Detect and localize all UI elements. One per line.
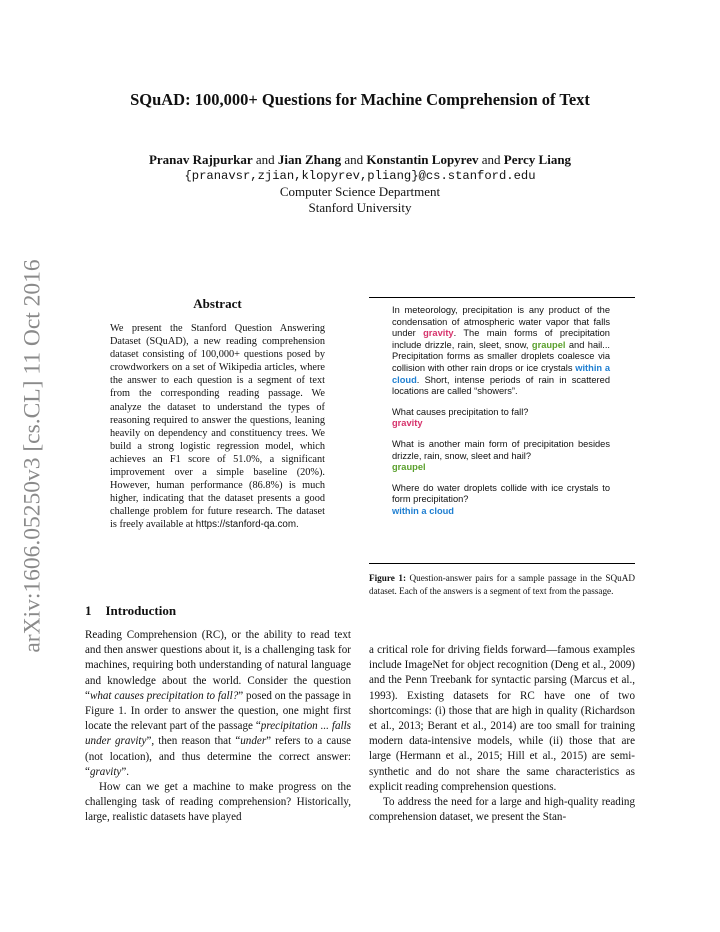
figure-passage-box (392, 305, 610, 518)
intro-paragraph (85, 628, 351, 780)
answer-highlight-graupel: graupel (531, 339, 566, 350)
abstract-text: We present the Stanford Question Answering Dataset (SQuAD), a new reading comprehension dataset consisting of 100,000+ questions posed by crowdworkers on a set of Wikipedia articles, where the answer to each question is a segment of text from the corresponding reading passage. We analyze the dataset to understand the types of reasoning required to answer the questions, leaning heavily on dependency and constituency trees. We build a strong logistic regression model, which achieves an F1 score of 51.0%, a significant improvement over a simple baseline (20%). However, human performance (86.8%) is much higher, indicating that the dataset presents a good challenge problem for future research. The dataset is freely available at (110, 323, 325, 531)
university: Stanford University (308, 200, 412, 215)
intro-right-column (369, 643, 635, 825)
department: Computer Science Department (279, 184, 441, 199)
author-emails: {pranavsr,zjian,klopyrev,pliang}@cs.stanford.edu (184, 169, 536, 183)
section-number: 1 (85, 603, 92, 618)
qa-answer: graupel (392, 462, 426, 473)
figure-bottom-rule (369, 563, 635, 564)
author-names (0, 152, 720, 168)
passage-text: . Short, intense periods of rain in scattered locations are called “showers”. (392, 374, 610, 397)
figure-top-rule (369, 297, 635, 298)
italic-quote: what causes precipitation to fall? (89, 689, 239, 702)
passage-text: In meteorology, precipitation is any product of the condensation of atmospheric water vapor that falls under (392, 305, 610, 339)
author-name: Konstantin Lopyrev (366, 152, 479, 167)
and-word: and (344, 152, 364, 167)
figure-passage (392, 305, 610, 398)
body-text: ” refers to a cause (not location), and thus determine the correct answer: “ (85, 735, 351, 778)
arxiv-stamp-text: arXiv:1606.05250v3 [cs.CL] 11 Oct 2016 (19, 259, 46, 653)
and-word: and (255, 152, 275, 167)
body-text: ”. (121, 765, 130, 778)
intro-paragraph: How can we get a machine to make progress on the challenging task of reading comprehension? Historically, large, realistic datasets have played (85, 781, 351, 824)
author-name: Jian Zhang (277, 152, 342, 167)
body-text: ”, then reason that “ (146, 735, 241, 748)
caption-label: Figure 1: (369, 573, 407, 583)
abstract-body (110, 322, 325, 532)
italic-quote: precipitation ... falls under gravity (85, 720, 351, 748)
author-name: Percy Liang (503, 152, 572, 167)
qa-question: Where do water droplets collide with ice crystals to form precipitation? (392, 482, 610, 505)
abstract-heading: Abstract (193, 296, 242, 311)
paper-title: SQuAD: 100,000+ Questions for Machine Comprehension of Text (130, 90, 590, 109)
body-text: Reading Comprehension (RC), or the ability to read text and then answer questions about it, is a challenging task for machines, requiring both understanding of natural language and knowledge about the world. Consider the question “ (85, 629, 351, 702)
qa-answer: gravity (392, 418, 423, 429)
qa-question: What is another main form of precipitation besides drizzle, rain, snow, sleet and hail? (392, 438, 610, 461)
answer-highlight-gravity: gravity (423, 328, 454, 339)
answer-highlight-within-a-cloud: within a cloud (392, 362, 611, 385)
italic-quote: gravity (89, 765, 122, 778)
section-title: Introduction (105, 603, 177, 618)
caption-text: Question-answer pairs for a sample passage in the SQuAD dataset. Each of the answers is a segment of text from the passage. (369, 573, 635, 596)
and-word: and (481, 152, 501, 167)
qa-question: What causes precipitation to fall? (392, 406, 529, 417)
qa-answer: within a cloud (392, 505, 454, 516)
passage-text: and hail... Precipitation forms as smaller droplets coalesce via collision with other rain drops or ice crystals (392, 339, 610, 373)
body-text: ” posed on the passage in Figure 1. In order to answer the question, one might first locate the relevant part of the passage “ (85, 689, 351, 733)
section-heading (85, 603, 176, 619)
dataset-url[interactable]: https://stanford-qa.com. (195, 519, 299, 531)
intro-paragraph: To address the need for a large and high-quality reading comprehension dataset, we present the Stan- (369, 796, 635, 824)
author-block (0, 152, 720, 216)
intro-left-column (85, 628, 351, 826)
intro-paragraph: a critical role for driving fields forward—famous examples include ImageNet for object recognition (Deng et al., 2009) and the Penn Treebank for syntactic parsing (Marcus et al., 1993). Existing datasets for RC have one of two shortcomings: (i) those that are high in quality (Richardson et al., 2013; Berant et al., 2014) are too small for training modern data-intensive models, while (ii) those that are large (Hermann et al., 2015; Hill et al., 2015) are semi-synthetic and do not share the same characteristics as explicit reading comprehension questions. (369, 644, 635, 793)
passage-text: . The main forms of precipitation include drizzle, rain, sleet, snow, (392, 328, 610, 350)
italic-quote: under (240, 735, 267, 748)
figure-caption (369, 572, 635, 598)
author-name: Pranav Rajpurkar (148, 152, 253, 167)
